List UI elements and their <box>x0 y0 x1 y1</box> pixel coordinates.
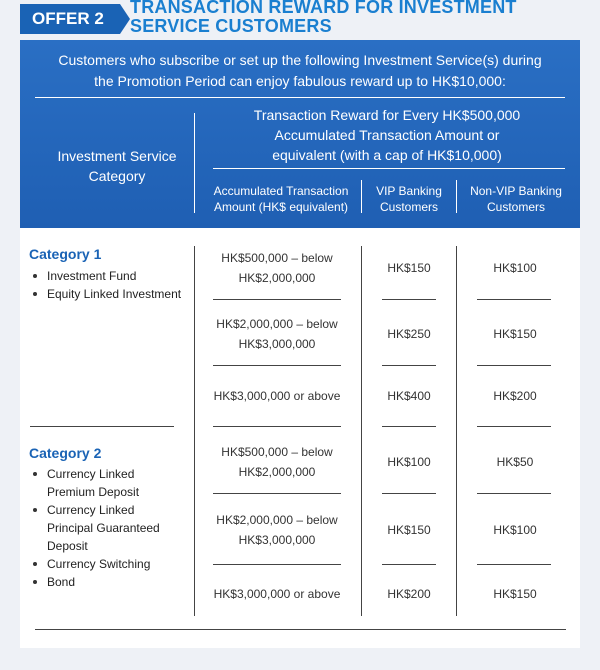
table-cell-amount: HK$500,000 – below HK$2,000,000 <box>221 251 333 285</box>
row-divider <box>382 299 436 300</box>
vip-column-header: VIP Banking Customers <box>376 184 442 214</box>
table-cell-amount: HK$3,000,000 or above <box>213 587 341 601</box>
table-cell-nonvip: HK$150 <box>493 587 537 601</box>
nonvip-column-header: Non-VIP Banking Customers <box>470 184 562 214</box>
divider <box>30 426 174 427</box>
table-cell-nonvip: HK$100 <box>493 523 537 537</box>
row-divider <box>382 493 436 494</box>
badge-arrow <box>120 4 130 34</box>
row-divider <box>382 426 436 427</box>
row-divider <box>477 299 551 300</box>
table-cell-nonvip: HK$50 <box>496 455 534 469</box>
table-cell-nonvip: HK$200 <box>493 389 537 403</box>
divider <box>35 97 565 98</box>
table-cell-amount: HK$3,000,000 or above <box>213 389 341 403</box>
row-divider <box>477 426 551 427</box>
category-1-title: Category 1 <box>29 246 102 262</box>
list-item: Bond <box>29 573 179 591</box>
offer-title: TRANSACTION REWARD FOR INVESTMENT SERVICE CUSTOMERS <box>130 0 517 36</box>
table-cell-vip: HK$150 <box>387 261 431 275</box>
divider <box>361 246 362 616</box>
row-divider <box>477 365 551 366</box>
list-item: Currency Linked Premium Deposit <box>29 465 179 501</box>
amount-column-header: Accumulated Transaction Amount (HK$ equivalent) <box>213 184 349 214</box>
list-item: Equity Linked Investment <box>29 285 189 303</box>
list-item: Currency Linked Principal Guaranteed Deposit <box>29 501 179 555</box>
table-cell-amount: HK$500,000 – below HK$2,000,000 <box>221 445 333 479</box>
table-bottom-rule <box>35 629 566 630</box>
list-item: Investment Fund <box>29 267 189 285</box>
divider <box>213 168 565 169</box>
divider <box>456 246 457 616</box>
table-header-panel <box>20 40 580 228</box>
row-divider <box>477 493 551 494</box>
row-divider <box>382 564 436 565</box>
intro-text: Customers who subscribe or set up the following Investment Service(s) during the Promotion Period can enjoy fabulous reward up to HK$10,000: <box>58 52 542 89</box>
divider <box>194 246 195 616</box>
table-cell-amount: HK$2,000,000 – below HK$3,000,000 <box>216 317 338 351</box>
table-cell-vip: HK$100 <box>387 455 431 469</box>
row-divider <box>213 365 341 366</box>
table-cell-vip: HK$250 <box>387 327 431 341</box>
row-divider <box>213 299 341 300</box>
row-divider <box>213 426 341 427</box>
divider <box>361 180 362 213</box>
table-cell-nonvip: HK$100 <box>493 261 537 275</box>
row-divider <box>213 564 341 565</box>
row-divider <box>213 493 341 494</box>
row-divider <box>477 564 551 565</box>
category-2-list <box>29 465 179 591</box>
table-cell-vip: HK$150 <box>387 523 431 537</box>
list-item: Currency Switching <box>29 555 179 573</box>
table-cell-vip: HK$200 <box>387 587 431 601</box>
reward-column-header: Transaction Reward for Every HK$500,000 Accumulated Transaction Amount or equivalent (with a cap of HK$10,000) <box>253 107 521 163</box>
table-cell-amount: HK$2,000,000 – below HK$3,000,000 <box>216 513 338 547</box>
table-cell-nonvip: HK$150 <box>493 327 537 341</box>
category-2-title: Category 2 <box>29 445 102 461</box>
table-cell-vip: HK$400 <box>387 389 431 403</box>
category-column-header: Investment Service Category <box>57 148 177 184</box>
category-1-list <box>29 267 189 303</box>
reward-table <box>20 228 580 648</box>
row-divider <box>382 365 436 366</box>
divider <box>456 180 457 213</box>
offer-badge: OFFER 2 <box>20 4 120 34</box>
